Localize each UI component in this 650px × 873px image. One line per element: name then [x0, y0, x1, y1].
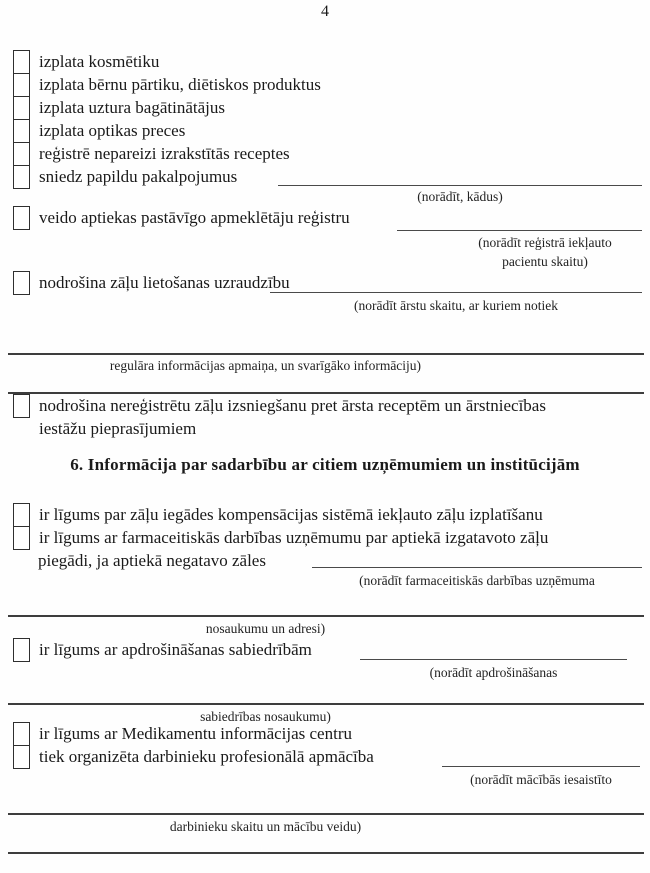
checklist-item-label: izplata optikas preces [39, 121, 186, 140]
caption-registrs-line2: pacientu skaitu) [502, 253, 588, 269]
caption-macibas: (norādīt mācībās iesaistīto [470, 772, 612, 787]
fill-line-full-4[interactable] [8, 688, 644, 705]
checklist-item [13, 119, 321, 143]
fill-line-farmaceitiskas[interactable] [312, 553, 642, 568]
fill-line-uzraudziba[interactable] [270, 278, 642, 293]
item-farmaceitiskas-label: ir līgums ar farmaceitiskās darbības uzņēmumu par aptiekā izgatavoto zāļu [39, 528, 549, 547]
checkbox[interactable] [13, 722, 30, 746]
checkbox[interactable] [13, 503, 30, 527]
item-kompensacija-label: ir līgums par zāļu iegādes kompensācijas sistēmā iekļauto zāļu izplatīšanu [39, 505, 543, 524]
checkbox[interactable] [13, 96, 30, 120]
caption-apdrosinasanas: (norādīt apdrošināšanas [429, 665, 558, 680]
caption-farmaceitiskas-cont: nosaukumu un adresi) [205, 621, 326, 636]
checkbox[interactable] [13, 165, 30, 189]
checkbox[interactable] [13, 745, 30, 769]
checkbox[interactable] [13, 50, 30, 74]
checklist-item [13, 73, 321, 97]
checkbox[interactable] [13, 119, 30, 143]
caption-farmaceitiskas: (norādīt farmaceitiskās darbības uzņēmuma [359, 573, 595, 588]
item-neregistretu-line2: iestāžu pieprasījumiem [39, 419, 197, 438]
checklist-item [13, 165, 321, 189]
checkbox[interactable] [13, 142, 30, 166]
caption-registrs-line1: (norādīt reģistrā iekļauto [478, 235, 612, 250]
caption-uzraudziba-cont: regulāra informācijas apmaiņa, un svarīgāko informāciju) [109, 358, 422, 373]
caption-apdrosinasanas-cont: sabiedrības nosaukumu) [200, 709, 331, 724]
checklist-item-label: reģistrē nepareizi izrakstītās receptes [39, 144, 290, 163]
item-apdrosinasanas-label: ir līgums ar apdrošināšanas sabiedrībām [39, 640, 312, 659]
fill-line-full-2[interactable] [8, 377, 644, 394]
row-apdrosinasanas [13, 638, 312, 662]
fill-line-macibas[interactable] [442, 752, 640, 767]
fill-line-full-3[interactable] [8, 600, 644, 617]
item-apmaciba-label: tiek organizēta darbinieku profesionālā apmācība [39, 747, 374, 766]
item-farmaceitiskas-line2: piegādi, ja aptiekā negatavo zāles [38, 551, 266, 570]
checkbox[interactable] [13, 638, 30, 662]
section6-pair1 [13, 503, 548, 550]
item-neregistretu-label [39, 394, 617, 440]
checkbox[interactable] [13, 73, 30, 97]
fill-line-full-6[interactable] [8, 837, 644, 854]
row-uzraudziba [13, 271, 290, 295]
checklist-item-label: izplata kosmētiku [39, 52, 160, 71]
checkbox[interactable] [13, 271, 30, 295]
checkbox[interactable] [13, 526, 30, 550]
checkbox[interactable] [13, 394, 30, 418]
item-neregistretu-line1: nodrošina nereģistrētu zāļu izsniegšanu pret ārsta receptēm un ārstniecības [39, 396, 546, 415]
checklist-item-label: izplata bērnu pārtiku, diētiskos produktus [39, 75, 321, 94]
fill-line-pakalpojumi[interactable] [278, 171, 642, 186]
fill-line-full-1[interactable] [8, 338, 644, 355]
checklist-item [13, 142, 321, 166]
checklist-item [13, 96, 321, 120]
item-uzraudziba-label: nodrošina zāļu lietošanas uzraudzību [39, 273, 290, 292]
item-medikamentu-label: ir līgums ar Medikamentu informācijas centru [39, 724, 352, 743]
caption-registrs [430, 234, 650, 271]
section6-heading: 6. Informācija par sadarbību ar citiem uzņēmumiem un institūcijām [70, 455, 580, 474]
row-registrs [13, 206, 350, 230]
services-checklist [13, 50, 321, 189]
caption-kadus: (norādīt, kādus) [417, 189, 503, 204]
fill-line-registrs[interactable] [397, 216, 642, 231]
fill-line-full-5[interactable] [8, 798, 644, 815]
section6-pair2 [13, 722, 374, 769]
caption-uzraudziba: (norādīt ārstu skaitu, ar kuriem notiek [354, 298, 558, 313]
checklist-item [13, 50, 321, 74]
checklist-item-label: izplata uztura bagātinātājus [39, 98, 225, 117]
fill-line-apdrosinasanas[interactable] [360, 645, 627, 660]
caption-macibas-cont: darbinieku skaitu un mācību veidu) [169, 819, 362, 834]
checkbox[interactable] [13, 206, 30, 230]
row-neregistretu [13, 394, 617, 440]
checklist-item-label: sniedz papildu pakalpojumus [39, 167, 238, 186]
item-registrs-label: veido aptiekas pastāvīgo apmeklētāju reģistru [39, 208, 350, 227]
page-number: 4 [321, 3, 329, 20]
